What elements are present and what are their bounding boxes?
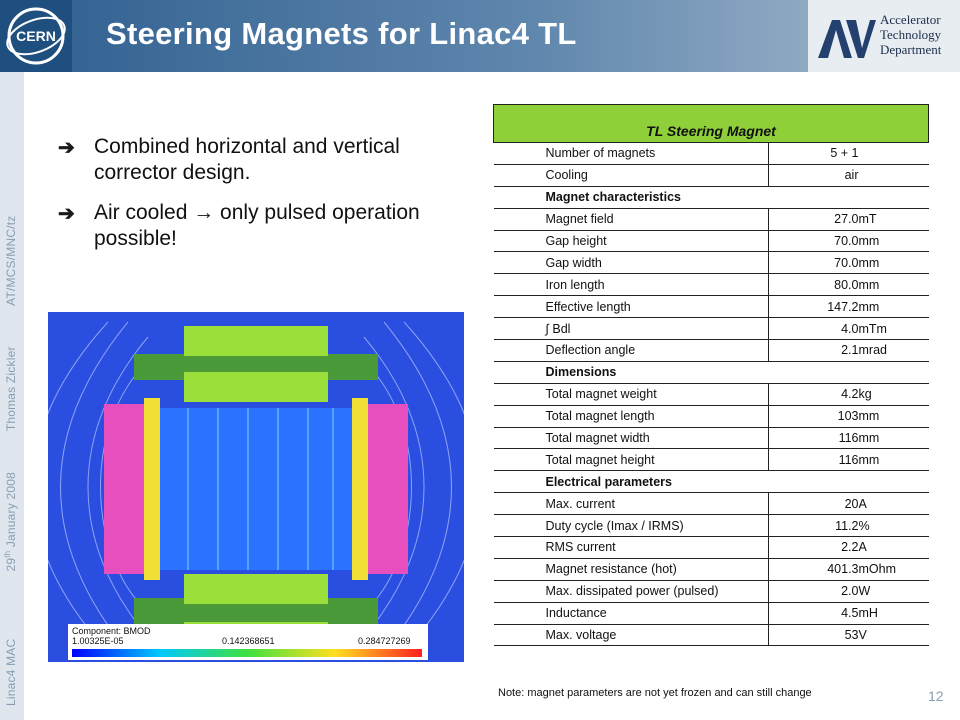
value-number: 5 + 1: [830, 146, 859, 161]
value-number: 27.0: [834, 212, 859, 227]
table-row: [494, 230, 929, 252]
table-row: [494, 296, 929, 318]
table-row: [494, 318, 929, 340]
parameter-value: [768, 252, 929, 274]
value-number: 116: [838, 431, 859, 446]
table-row: [494, 252, 929, 274]
parameter-value: [768, 383, 929, 405]
parameter-name: Max. dissipated power (pulsed): [494, 580, 769, 602]
parameter-value: [768, 340, 929, 362]
parameter-value: [768, 602, 929, 624]
value-number: 80.0: [834, 277, 859, 292]
value-number: 103: [837, 409, 859, 424]
parameter-name: Max. current: [494, 493, 769, 515]
parameter-name: Number of magnets: [494, 143, 769, 165]
scale-min-label: 1.00325E-05: [72, 636, 124, 646]
value-unit: mm: [858, 452, 880, 467]
bullet-item: ➔ Air cooled → only pulsed operation possible!: [58, 201, 420, 250]
value-number: 116: [838, 452, 859, 467]
parameter-name: Gap width: [494, 252, 769, 274]
table-section-row: [494, 361, 929, 383]
org-label: AT/MCS/MNC/tz: [4, 215, 18, 306]
section-label: Magnet characteristics: [494, 186, 929, 208]
parameter-name: Iron length: [494, 274, 769, 296]
value-unit: mT: [858, 212, 877, 227]
table-row: [494, 493, 929, 515]
parameter-value: [768, 624, 929, 646]
table-row: [494, 340, 929, 362]
parameter-value: [768, 164, 929, 186]
table-row: [494, 427, 929, 449]
table-body: [494, 143, 929, 646]
value-number: 147.2: [827, 299, 859, 314]
value-unit: %: [858, 518, 870, 533]
parameter-name: Total magnet weight: [494, 383, 769, 405]
bullet-list: [58, 134, 468, 266]
department-logo-mark: [816, 14, 876, 60]
value-number: 53: [844, 628, 859, 643]
table-row: [494, 537, 929, 559]
parameter-name: Effective length: [494, 296, 769, 318]
component-label: Component: BMOD: [72, 626, 151, 636]
table-row: [494, 624, 929, 646]
bullet-item: ➔ Combined horizontal and vertical corrector design.: [58, 135, 400, 184]
department-line: Accelerator: [880, 12, 941, 27]
table-title: TL Steering Magnet: [494, 105, 929, 143]
table-row: [494, 558, 929, 580]
value-unit: kg: [858, 387, 872, 402]
value-unit: V: [858, 628, 867, 643]
parameter-value: [768, 318, 929, 340]
parameter-value: [768, 449, 929, 471]
scale-mid-label: 0.142368651: [222, 636, 275, 646]
value-number: 2.2: [841, 540, 859, 555]
table-row: [494, 405, 929, 427]
parameter-value: [768, 558, 929, 580]
parameter-name: Magnet resistance (hot): [494, 558, 769, 580]
parameter-name: Total magnet width: [494, 427, 769, 449]
table-row: [494, 143, 929, 165]
author-label: Thomas Zickler: [4, 346, 18, 432]
value-unit: mm: [858, 255, 880, 270]
value-number: air: [844, 168, 859, 183]
table-row: [494, 602, 929, 624]
scale-max-label: 0.284727269: [358, 636, 411, 646]
value-number: 4.0: [841, 321, 859, 336]
parameter-name: ∫ Bdl: [494, 318, 769, 340]
arrow-right-icon: ➔: [58, 137, 75, 159]
slide-header: [0, 0, 960, 72]
parameter-name: Cooling: [494, 164, 769, 186]
table-row: [494, 164, 929, 186]
section-label: Electrical parameters: [494, 471, 929, 493]
event-label: Linac4 MAC: [4, 638, 18, 706]
value-unit: W: [858, 584, 871, 599]
parameter-name: Total magnet height: [494, 449, 769, 471]
table-section-row: [494, 471, 929, 493]
value-number: 11.2: [835, 518, 859, 533]
value-unit: mH: [858, 606, 878, 621]
value-unit: mm: [858, 277, 880, 292]
parameter-name: Deflection angle: [494, 340, 769, 362]
parameter-value: [768, 230, 929, 252]
department-line: Department: [880, 42, 942, 57]
section-label: Dimensions: [494, 361, 929, 383]
value-unit: A: [858, 540, 867, 555]
parameter-value: [768, 143, 929, 165]
value-unit: mm: [858, 234, 880, 248]
parameter-name: Magnet field: [494, 208, 769, 230]
parameter-name: Duty cycle (Imax / IRMS): [494, 515, 769, 537]
parameter-value: [768, 580, 929, 602]
table-row: [494, 383, 929, 405]
value-number: 20: [844, 496, 859, 511]
table-header-row: [494, 105, 929, 143]
parameter-value: [768, 274, 929, 296]
table-row: [494, 580, 929, 602]
value-number: 4.5: [841, 606, 859, 621]
parameter-name: Gap height: [494, 230, 769, 252]
value-unit: mm: [858, 431, 880, 446]
table-row: [494, 208, 929, 230]
table-row: [494, 274, 929, 296]
parameter-value: [768, 493, 929, 515]
slide-title: Steering Magnets for Linac4 TL: [106, 16, 577, 51]
value-number: 70.0: [834, 234, 859, 248]
department-line: Technology: [880, 27, 942, 42]
parameter-value: [768, 515, 929, 537]
parameter-value: [768, 427, 929, 449]
magnet-parameter-table: [493, 104, 929, 646]
value-unit: mTm: [858, 321, 887, 336]
parameter-name: Inductance: [494, 602, 769, 624]
page-number: 12: [928, 688, 944, 704]
value-unit: A: [858, 496, 867, 511]
inline-arrow-icon: →: [193, 201, 215, 224]
cern-logo-text: CERN: [16, 28, 56, 44]
value-unit: mOhm: [858, 562, 896, 577]
parameter-value: [768, 208, 929, 230]
cern-logo: [0, 0, 72, 72]
value-number: 401.3: [827, 562, 859, 577]
table-section-row: [494, 186, 929, 208]
parameter-name: RMS current: [494, 537, 769, 559]
table-row: [494, 449, 929, 471]
arrow-right-icon: ➔: [58, 203, 75, 225]
sidebar-footer-text: [3, 66, 18, 706]
value-unit: mrad: [858, 343, 887, 358]
value-number: 70.0: [834, 255, 859, 270]
parameter-value: [768, 405, 929, 427]
department-logo: [808, 0, 960, 72]
parameter-name: Max. voltage: [494, 624, 769, 646]
note-text: Note: magnet parameters are not yet frozen and can still change: [498, 687, 812, 699]
date-label: 29th January 2008: [3, 472, 18, 572]
value-unit: mm: [858, 409, 880, 424]
table-row: [494, 515, 929, 537]
value-unit: mm: [858, 299, 880, 314]
magnetic-field-simulation-image: [48, 312, 464, 662]
value-number: 4.2: [841, 387, 859, 402]
parameter-value: [768, 296, 929, 318]
parameter-value: [768, 537, 929, 559]
value-number: 2.1: [841, 343, 859, 358]
parameter-name: Total magnet length: [494, 405, 769, 427]
color-scale-bar: [72, 649, 422, 657]
value-number: 2.0: [841, 584, 859, 599]
